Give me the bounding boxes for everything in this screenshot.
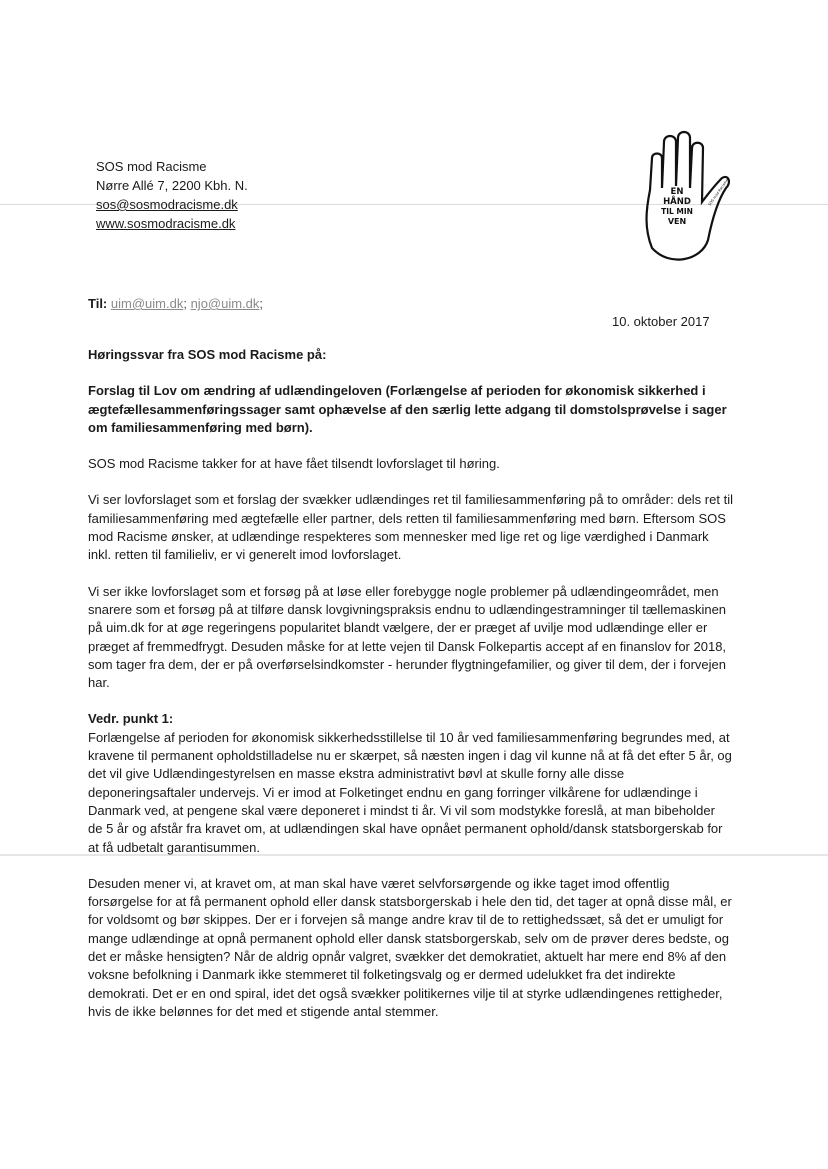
recipient-separator: ; [259, 296, 264, 311]
recipient-separator: ; [183, 296, 187, 311]
recipients-label: Til: [88, 296, 108, 311]
logo-text-line3: TIL MIN [661, 207, 693, 216]
paragraph: SOS mod Racisme takker for at have fået tilsendt lovforslaget til høring. [88, 456, 500, 472]
letter-date: 10. oktober 2017 [612, 314, 710, 329]
sender-email-link[interactable]: sos@sosmodracisme.dk [96, 197, 238, 212]
logo-text-line2: HÅND [663, 197, 691, 207]
section-heading: Vedr. punkt 1: [88, 711, 174, 727]
sender-website-link[interactable]: www.sosmodracisme.dk [96, 216, 236, 231]
sender-address: Nørre Allé 7, 2200 Kbh. N. [96, 178, 248, 193]
logo-thumb-text: SOS mod Racisme [707, 178, 730, 207]
letter-title: Høringssvar fra SOS mod Racisme på: [88, 347, 327, 362]
recipient-email-link[interactable]: uim@uim.dk [110, 296, 184, 311]
hand-logo-icon [630, 128, 730, 278]
letter-body [88, 346, 733, 1039]
recipients-line [88, 296, 263, 311]
paragraph: Vi ser lovforslaget som et forslag der svækker udlændinges ret til familiesammenføring på to områder: dels ret til familiesammenføring med ægtefælle eller partner, dels retten til familiesammenføring med børn. Eftersom SOS mod Racisme ønsker, at udlændinge respekteres som mennesker med lige ret og lige værdighed i Danmark inkl. retten til familieliv, er vi generelt imod lovforslaget. [88, 492, 733, 563]
paragraph: Vi ser ikke lovforslaget som et forsøg på at løse eller forebygge nogle problemer på udlændingeområdet, men snarere som et forsøg på at tilføre dansk lovgivningspraksis endnu to udlændingestramninger til tællemaskinen på uim.dk for at øge regeringens popularitet blandt vælgere, der er præget af uvilje mod udlændinge eller er præget af fremmedfrygt. Desuden måske for at lette vejen til Dansk Folkepartis accept af en finanslov for 2018, som tager fra dem, der er på overførselsindkomster - herunder flygtningefamilier, og giver til dem, der i forvejen har. [88, 583, 727, 691]
logo-text-line4: VEN [667, 217, 687, 226]
paragraph: Desuden mener vi, at kravet om, at man skal have været selvforsørgende og ikke taget imod offentlig forsørgelse for at få permanent ophold eller dansk statsborgerskab i hele den tid, det tager at opnå disse mål, er for voldsomt og bør skippes. Der er i forvejen så mange andre krav til de to rettighedssæt, så det er umuligt for mange udlændinge at opnå permanent ophold eller dansk statsborgerskab, selv om de prøver deres bedste, og det er måske hensigten? Når de aldrig opnår valgret, svækker det demokratiet, aktuelt har mere end 8% af den voksne befolkning i Danmark ikke stemmeret til folketingsvalg og er dermed udelukket fra det indirekte demokrati. Det er en ond spiral, idet det også svækker politikernes vilje til at styrke udlændingenes rettigheder, hvis de ikke belønnes for det med et stigende antal stemmer. [88, 875, 732, 1019]
letter-subject: Forslag til Lov om ændring af udlændingeloven (Forlængelse af perioden for økonomisk sikkerhed i ægtefællesammenføringssager samt ophævelse af den særlig lette adgang til domstolsprøvelse i sager om familiesammenføring med børn). [88, 383, 727, 435]
sender-name: SOS mod Racisme [96, 159, 207, 174]
paragraph: Forlængelse af perioden for økonomisk sikkerhedsstillelse til 10 år ved familiesammenføring begrundes med, at kravene til permanent opholdstilladelse nu er skærpet, så næsten ingen i dag vil kunne nå at få det efter 5 år, og det vil give Udlændingestyrelsen en masse ekstra administrativt bøvl at skulle forny alle disse deponeringsaftaler undervejs. Vi er imod at Folketinget endnu en gang forringer vilkårene for udlændinge i Danmark ved, at pengene skal være deponeret i mindst ti år. Vi vil som modstykke foreslå, at man bibeholder de 5 år og afstår fra kravet om, at udlændingen skal have opnået permanent ophold/dansk statsborgerskab for at få udbetalt garantisummen. [88, 729, 732, 855]
sender-block [96, 157, 248, 233]
logo-text-line1: EN [670, 187, 684, 197]
recipient-email-link[interactable]: njo@uim.dk [190, 296, 260, 311]
